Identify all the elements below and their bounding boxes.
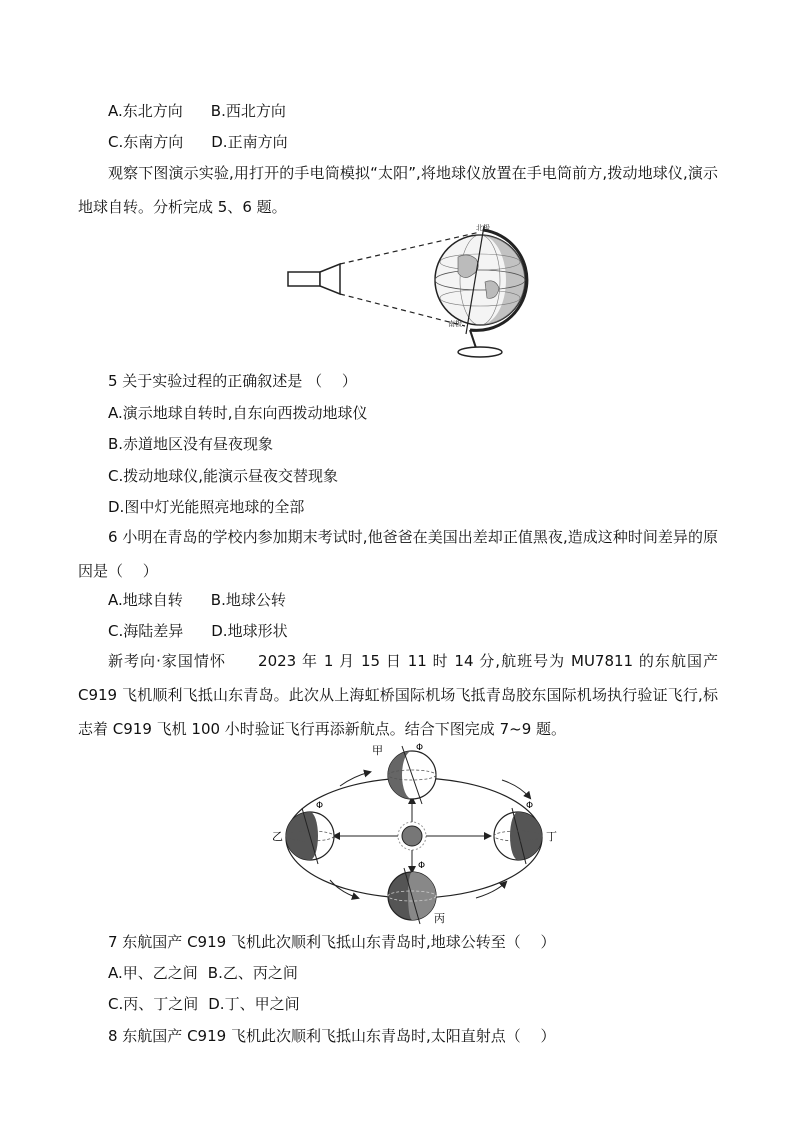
q6-option-d: D.地球形状 [211, 622, 288, 640]
q4-option-b: B.西北方向 [210, 102, 286, 120]
q7-option-d: D.丁、甲之间 [208, 995, 300, 1013]
q7-options-row1 [108, 963, 298, 983]
earth-ding-icon [494, 808, 542, 864]
q4-options-row1 [108, 101, 286, 121]
earth-orbit-figure [262, 740, 572, 925]
q6-option-a: A.地球自转 [108, 591, 183, 609]
flashlight-body [288, 272, 320, 286]
q6-options-row2 [108, 621, 288, 641]
label-bing: 丙 [434, 912, 445, 925]
flashlight-head [320, 264, 340, 294]
label-phi-yi: Φ [316, 801, 324, 811]
earth-jia-icon [388, 746, 436, 804]
q4-option-c: C.东南方向 [108, 133, 184, 151]
label-ding: 丁 [546, 830, 557, 843]
q5-option-c: C.拨动地球仪,能演示昼夜交替现象 [108, 467, 339, 485]
label-yi: 乙 [272, 830, 283, 843]
sun-icon [398, 822, 426, 850]
q7-option-b: B.乙、丙之间 [207, 964, 298, 982]
q6-option-b: B.地球公转 [210, 591, 286, 609]
q5-option-a: A.演示地球自转时,自东向西拨动地球仪 [108, 404, 368, 422]
south-pole-label: 南极 [448, 320, 462, 328]
q7-options-row2 [108, 994, 300, 1014]
q7-option-c: C.丙、丁之间 [108, 995, 199, 1013]
q5-stem: 5 关于实验过程的正确叙述是 （ ） [108, 372, 357, 390]
q7-option-a: A.甲、乙之间 [108, 964, 198, 982]
north-pole-label: 北极 [476, 224, 490, 232]
q8-stem: 8 东航国产 C919 飞机此次顺利飞抵山东青岛时,太阳直射点（ ） [108, 1027, 556, 1045]
label-jia: 甲 [372, 744, 383, 757]
q4-options-row2 [108, 132, 288, 152]
flashlight-globe-figure [280, 222, 540, 360]
intro-q5-q6: 观察下图演示实验,用打开的手电筒模拟“太阳”,将地球仪放置在手电筒前方,拨动地球仪,演示地球自转。分析完成 5、6 题。 [78, 164, 718, 216]
q7-stem: 7 东航国产 C919 飞机此次顺利飞抵山东青岛时,地球公转至（ ） [108, 933, 556, 951]
earth-bing-icon [388, 868, 436, 924]
label-phi-bing: Φ [418, 861, 426, 871]
q4-option-a: A.东北方向 [108, 102, 183, 120]
q4-option-d: D.正南方向 [211, 133, 288, 151]
intro-q7-q9: 新考向·家国情怀 2023 年 1 月 15 日 11 时 14 分,航班号为 MU7811 的东航国产 C919 飞机顺利飞抵山东青岛。此次从上海虹桥国际机场飞抵青岛胶东国际机场执行验证飞行,标志着 C919 飞机 100 小时验证飞行再添新航点。结合下图完成 7~9 题。 [78, 652, 718, 738]
q6-options-row1 [108, 590, 286, 610]
q6-stem: 6 小明在青岛的学校内参加期末考试时,他爸爸在美国出差却正值黑夜,造成这种时间差异的原因是（ ） [78, 528, 718, 580]
q5-option-b: B.赤道地区没有昼夜现象 [108, 435, 274, 453]
q6-option-c: C.海陆差异 [108, 622, 184, 640]
label-phi-jia: Φ [416, 743, 424, 753]
q5-option-d: D.图中灯光能照亮地球的全部 [108, 498, 305, 516]
label-phi-ding: Φ [526, 801, 534, 811]
earth-yi-icon [286, 808, 334, 864]
globe-icon [435, 223, 527, 357]
